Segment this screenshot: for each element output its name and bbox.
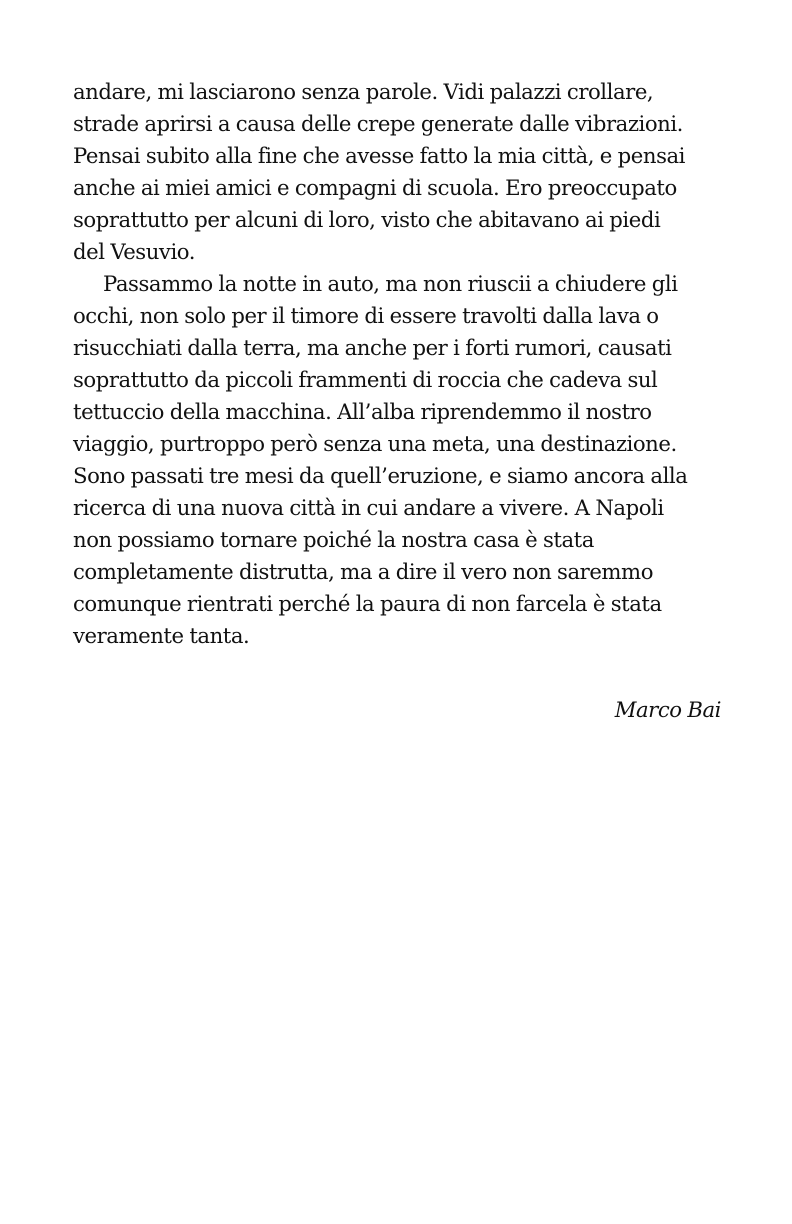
text-line: soprattutto da piccoli frammenti di roccia che cadeva sul <box>73 367 658 392</box>
text-line: comunque rientrati perché la paura di non farcela è stata <box>73 591 662 616</box>
paragraph-2 <box>73 268 721 652</box>
text-line: strade aprirsi a causa delle crepe generate dalle vibrazioni. <box>73 111 683 136</box>
text-line: viaggio, purtroppo però senza una meta, una destinazione. <box>73 431 677 456</box>
text-line: Sono passati tre mesi da quell’eruzione, e siamo ancora alla <box>73 463 688 488</box>
text-line: Pensai subito alla fine che avesse fatto la mia città, e pensai <box>73 143 685 168</box>
text-line: completamente distrutta, ma a dire il vero non saremmo <box>73 559 654 584</box>
text-line: andare, mi lasciarono senza parole. Vidi palazzi crollare, <box>73 79 654 104</box>
author-signature: Marco Bai <box>614 697 721 722</box>
text-line: del Vesuvio. <box>73 239 195 264</box>
text-line: non possiamo tornare poiché la nostra casa è stata <box>73 527 594 552</box>
text-line: Passammo la notte in auto, ma non riuscii a chiudere gli <box>103 271 678 296</box>
text-line: anche ai miei amici e compagni di scuola. Ero preoccupato <box>73 175 677 200</box>
text-line: tettuccio della macchina. All’alba riprendemmo il nostro <box>73 399 652 424</box>
document-page <box>73 76 721 722</box>
text-line: soprattutto per alcuni di loro, visto che abitavano ai piedi <box>73 207 661 232</box>
text-line: ricerca di una nuova città in cui andare a vivere. A Napoli <box>73 495 664 520</box>
text-line: occhi, non solo per il timore di essere travolti dalla lava o <box>73 303 659 328</box>
text-line: risucchiati dalla terra, ma anche per i forti rumori, causati <box>73 335 672 360</box>
paragraph-1 <box>73 76 721 268</box>
text-line: veramente tanta. <box>73 623 250 648</box>
